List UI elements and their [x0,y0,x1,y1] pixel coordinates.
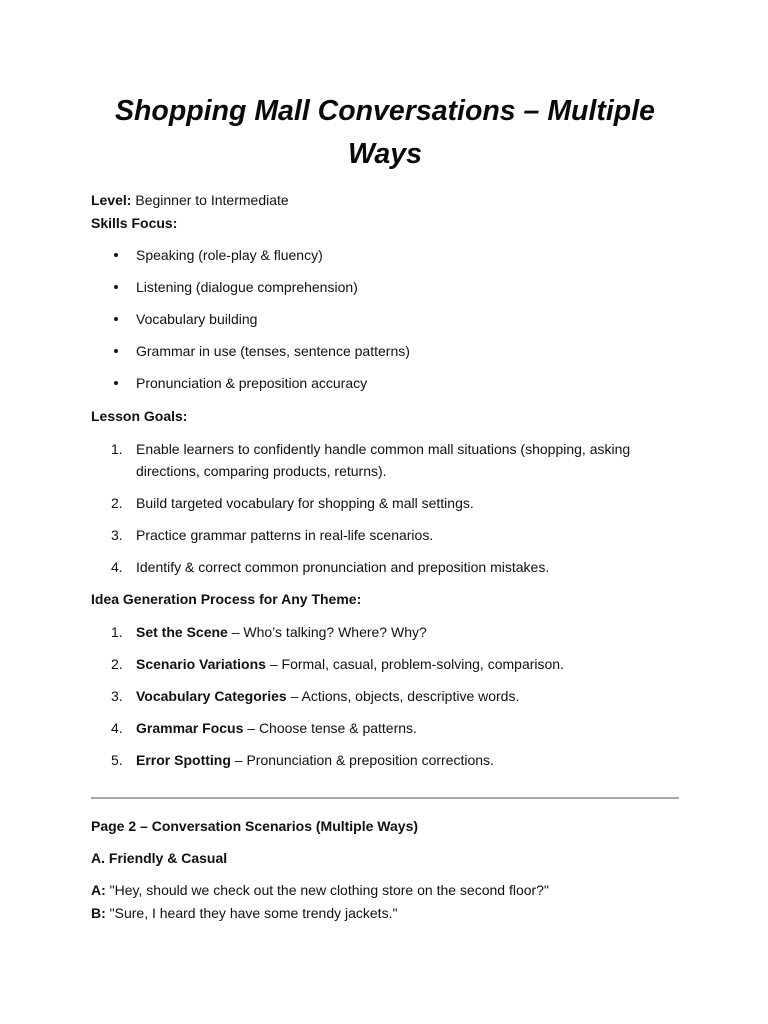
list-item: Pronunciation & preposition accuracy [91,372,679,394]
level-line [91,190,289,210]
bullet-icon [114,253,118,257]
page2-heading: Page 2 – Conversation Scenarios (Multiple Ways) [91,818,419,834]
speaker-label: A: [91,882,106,898]
list-item: 3. Practice grammar patterns in real-life scenarios. [111,527,434,543]
list-item: 2. Scenario Variations – Formal, casual, problem-solving, comparison. [111,656,564,672]
skills-focus-label: Skills Focus: [91,215,178,231]
dialogue-text: "Sure, I heard they have some trendy jackets." [109,905,398,921]
bullet-icon [114,317,118,321]
list-item: 1. Set the Scene – Who’s talking? Where? Why? [111,624,427,640]
list-item: Speaking (role-play & fluency) [91,244,679,266]
list-item: 5. Error Spotting – Pronunciation & preposition corrections. [111,752,494,768]
skills-focus-list [91,244,679,394]
level-value: Beginner to Intermediate [135,192,289,208]
list-item: Vocabulary building [91,308,679,330]
list-item: 3. Vocabulary Categories – Actions, objects, descriptive words. [111,688,520,704]
lesson-goals-list [91,438,679,578]
list-item: 2. Build targeted vocabulary for shopping & mall settings. [111,495,474,511]
dialogue-line-b [91,903,397,923]
dialogue-line-a [91,880,549,900]
list-item: 4. Grammar Focus – Choose tense & patterns. [111,720,417,736]
list-item: 4. Identify & correct common pronunciation and preposition mistakes. [111,559,550,575]
bullet-icon [114,381,118,385]
section-divider [91,797,679,799]
section-a-heading: A. Friendly & Casual [91,850,228,866]
list-item: 1. Enable learners to confidently handle common mall situations (shopping, asking directions, comparing products, returns). [111,441,631,479]
level-label: Level: [91,192,132,208]
dialogue-text: "Hey, should we check out the new clothing store on the second floor?" [109,882,549,898]
speaker-label: B: [91,905,106,921]
idea-process-list [91,621,679,771]
bullet-icon [114,349,118,353]
document-title: Shopping Mall Conversations – Multiple Ways [115,95,655,170]
bullet-icon [114,285,118,289]
list-item: Listening (dialogue comprehension) [91,276,679,298]
list-item: Grammar in use (tenses, sentence patterns) [91,340,679,362]
idea-process-heading: Idea Generation Process for Any Theme: [91,591,362,607]
lesson-goals-heading: Lesson Goals: [91,408,188,424]
